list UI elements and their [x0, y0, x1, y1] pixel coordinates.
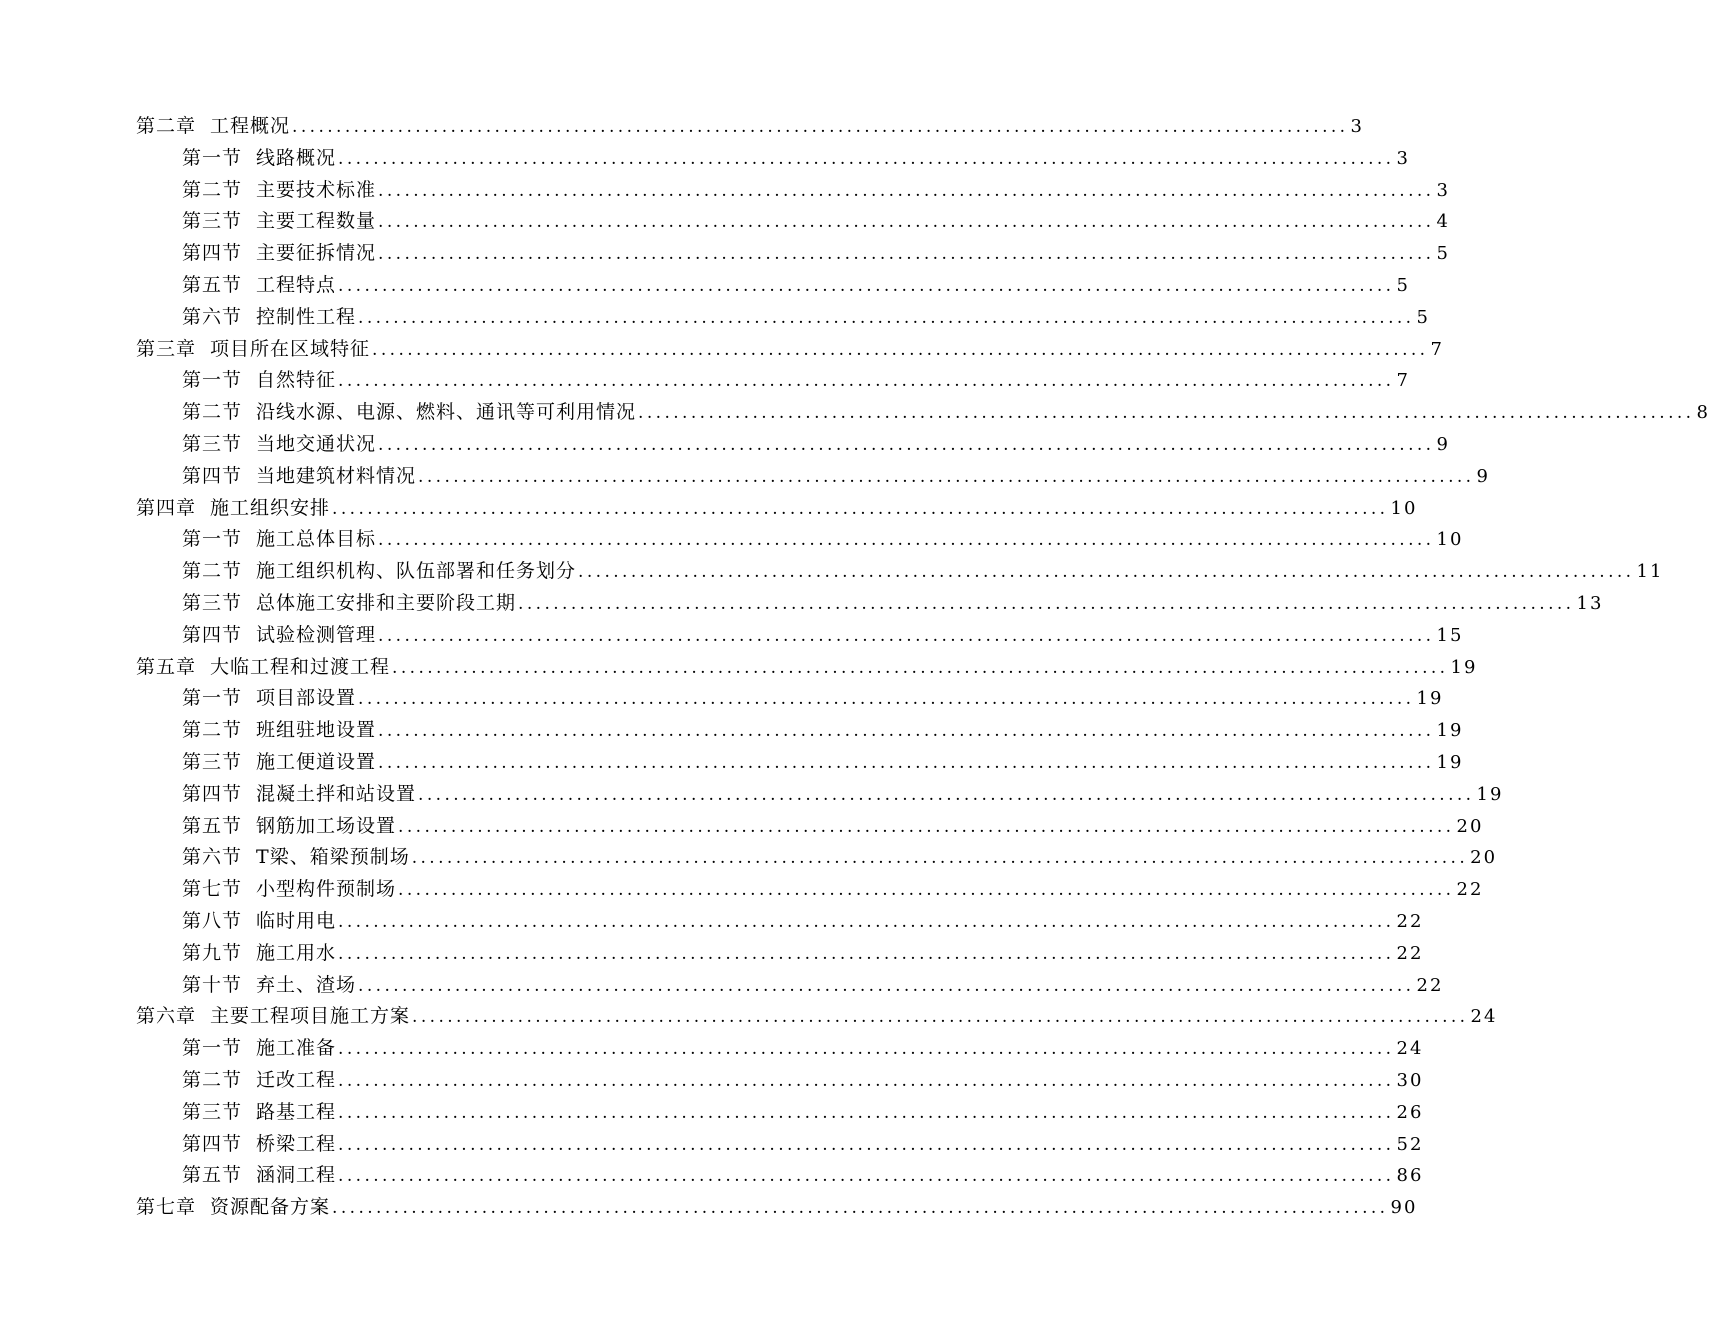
toc-entry-label — [182, 1097, 336, 1129]
toc-page-number: 3 — [1396, 147, 1410, 169]
toc-entry-title: 线路概况 — [256, 146, 337, 169]
toc-page-number: 5 — [1396, 274, 1410, 296]
toc-section-entry[interactable] — [0, 206, 1450, 238]
toc-section-entry[interactable] — [0, 715, 1464, 747]
toc-entry-label — [182, 715, 376, 747]
toc-section-entry[interactable] — [0, 938, 1424, 970]
toc-page-number: 20 — [1456, 815, 1484, 837]
toc-section-entry[interactable] — [0, 588, 1604, 620]
toc-entry-label — [182, 238, 376, 270]
toc-entry-label — [182, 683, 356, 715]
toc-entry-label — [182, 143, 336, 175]
toc-page-number: 52 — [1396, 1133, 1424, 1155]
toc-entry-title: 总体施工安排和主要阶段工期 — [256, 591, 517, 614]
toc-section-entry[interactable] — [0, 811, 1484, 843]
toc-leader-dots: ........................................................................................................................ — [338, 275, 1395, 296]
toc-section-entry[interactable] — [0, 747, 1464, 779]
toc-entry-number: 第七节 — [182, 878, 243, 901]
toc-entry-title: 主要工程数量 — [256, 210, 377, 233]
toc-entry-number: 第五节 — [182, 814, 243, 837]
toc-leader-dots: ........................................................................................................................ — [398, 880, 1455, 901]
toc-entry-number: 第四节 — [182, 623, 243, 646]
toc-section-entry[interactable] — [0, 1065, 1424, 1097]
toc-entry-title: 自然特征 — [256, 369, 337, 392]
toc-section-entry[interactable] — [0, 270, 1410, 302]
toc-leader-dots: ........................................................................................................................ — [578, 562, 1635, 583]
toc-entry-label — [182, 970, 356, 1002]
toc-section-entry[interactable] — [0, 302, 1430, 334]
toc-entry-title: 涵洞工程 — [256, 1164, 337, 1187]
toc-entry-label — [182, 365, 336, 397]
toc-page-number: 5 — [1436, 243, 1450, 265]
toc-leader-dots: ........................................................................................................................ — [338, 1070, 1395, 1091]
toc-page-number: 19 — [1476, 783, 1504, 805]
toc-entry-label — [182, 429, 376, 461]
toc-page-number: 22 — [1456, 879, 1484, 901]
toc-entry-label — [136, 111, 290, 143]
toc-page-number: 22 — [1396, 910, 1424, 932]
toc-leader-dots: ........................................................................................................................ — [638, 403, 1695, 424]
toc-entry-title: 施工便道设置 — [256, 750, 377, 773]
toc-entry-label — [182, 938, 336, 970]
toc-page-number: 15 — [1436, 624, 1464, 646]
toc-leader-dots: ........................................................................................................................ — [338, 371, 1395, 392]
toc-page-number: 19 — [1436, 751, 1464, 773]
toc-entry-number: 第三节 — [182, 1100, 243, 1123]
toc-leader-dots: ........................................................................................................................ — [378, 434, 1435, 455]
toc-entry-title: 主要征拆情况 — [256, 242, 377, 265]
toc-leader-dots: ........................................................................................................................ — [398, 816, 1455, 837]
toc-page-number: 22 — [1416, 974, 1444, 996]
toc-chapter-entry[interactable] — [0, 652, 1478, 684]
toc-page-number: 9 — [1476, 465, 1490, 487]
toc-entry-title: 资源配备方案 — [210, 1196, 331, 1219]
toc-leader-dots: ........................................................................................................................ — [378, 625, 1435, 646]
toc-entry-title: 混凝土拌和站设置 — [256, 782, 417, 805]
toc-entry-label — [182, 206, 376, 238]
toc-leader-dots: ........................................................................................................................ — [418, 784, 1475, 805]
toc-entry-title: 当地交通状况 — [256, 432, 377, 455]
toc-entry-label — [182, 588, 516, 620]
toc-chapter-entry[interactable] — [0, 1192, 1418, 1224]
toc-page-number: 10 — [1436, 529, 1464, 551]
toc-page-number: 9 — [1436, 433, 1450, 455]
toc-entry-title: 迁改工程 — [256, 1068, 337, 1091]
toc-entry-label — [136, 334, 370, 366]
toc-section-entry[interactable] — [0, 397, 1710, 429]
toc-entry-title: 沿线水源、电源、燃料、通讯等可利用情况 — [256, 401, 637, 424]
toc-chapter-entry[interactable] — [0, 1001, 1498, 1033]
toc-entry-title: 施工组织机构、队伍部署和任务划分 — [256, 560, 577, 583]
toc-entry-number: 第四节 — [182, 1132, 243, 1155]
toc-entry-label — [182, 175, 376, 207]
toc-entry-title: 弃土、渣场 — [256, 973, 357, 996]
toc-entry-number: 第一节 — [182, 369, 243, 392]
toc-leader-dots: ........................................................................................................................ — [338, 1039, 1395, 1060]
toc-entry-number: 第三节 — [182, 210, 243, 233]
toc-page-number: 4 — [1436, 211, 1450, 233]
toc-entry-label — [182, 874, 396, 906]
toc-entry-number: 第二节 — [182, 719, 243, 742]
toc-entry-number: 第三章 — [136, 337, 197, 360]
toc-entry-title: 主要工程项目施工方案 — [210, 1005, 411, 1028]
toc-leader-dots: ........................................................................................................................ — [378, 721, 1435, 742]
toc-page-number: 22 — [1396, 942, 1424, 964]
toc-entry-title: 钢筋加工场设置 — [256, 814, 397, 837]
toc-section-entry[interactable] — [0, 461, 1490, 493]
toc-entry-label — [182, 1033, 336, 1065]
toc-page-number: 26 — [1396, 1101, 1424, 1123]
toc-leader-dots: ........................................................................................................................ — [378, 244, 1435, 265]
toc-leader-dots: ........................................................................................................................ — [378, 180, 1435, 201]
toc-page-number: 7 — [1396, 370, 1410, 392]
toc-entry-number: 第六节 — [182, 846, 243, 869]
toc-entry-title: T梁、箱梁预制场 — [256, 846, 410, 869]
toc-entry-title: 项目所在区域特征 — [210, 337, 371, 360]
toc-entry-label — [136, 1001, 410, 1033]
toc-page-number: 19 — [1450, 656, 1478, 678]
toc-entry-label — [136, 1192, 330, 1224]
toc-page-number: 3 — [1350, 116, 1364, 137]
toc-entry-label — [182, 620, 376, 652]
toc-entry-number: 第一节 — [182, 1037, 243, 1060]
toc-page-number: 30 — [1396, 1069, 1424, 1091]
toc-entry-title: 小型构件预制场 — [256, 878, 397, 901]
toc-entry-label — [182, 906, 336, 938]
toc-page-number: 86 — [1396, 1165, 1424, 1187]
toc-section-entry[interactable] — [0, 842, 1498, 874]
toc-leader-dots: ........................................................................................................................ — [338, 911, 1395, 932]
toc-entry-number: 第八节 — [182, 909, 243, 932]
toc-section-entry[interactable] — [0, 683, 1444, 715]
toc-entry-label — [182, 302, 356, 334]
toc-entry-title: 主要技术标准 — [256, 178, 377, 201]
toc-entry-number: 第十节 — [182, 973, 243, 996]
toc-page-number: 24 — [1396, 1038, 1424, 1060]
toc-section-entry[interactable] — [0, 1033, 1424, 1065]
toc-leader-dots: ........................................................................................................................ — [338, 1102, 1395, 1123]
toc-section-entry[interactable] — [0, 143, 1410, 175]
toc-page-number: 7 — [1430, 338, 1444, 360]
toc-entry-title: 试验检测管理 — [256, 623, 377, 646]
toc-entry-number: 第六章 — [136, 1005, 197, 1028]
toc-entry-title: 控制性工程 — [256, 305, 357, 328]
toc-entry-number: 第五章 — [136, 655, 197, 678]
toc-chapter-entry[interactable] — [0, 111, 1364, 143]
toc-leader-dots: ........................................................................................................................ — [372, 339, 1429, 360]
toc-entry-number: 第三节 — [182, 591, 243, 614]
toc-leader-dots: ........................................................................................................................ — [332, 1198, 1389, 1219]
toc-entry-number: 第二节 — [182, 401, 243, 424]
toc-entry-label — [182, 397, 636, 429]
toc-section-entry[interactable] — [0, 779, 1504, 811]
toc-entry-label — [182, 461, 416, 493]
toc-entry-title: 桥梁工程 — [256, 1132, 337, 1155]
toc-section-entry[interactable] — [0, 906, 1424, 938]
toc-entry-number: 第五节 — [182, 1164, 243, 1187]
toc-leader-dots: ........................................................................................................................ — [332, 498, 1389, 519]
toc-entry-number: 第九节 — [182, 941, 243, 964]
toc-entry-label — [182, 779, 416, 811]
toc-entry-label — [182, 1160, 336, 1192]
toc-section-entry[interactable] — [0, 1097, 1424, 1129]
toc-page-number: 90 — [1390, 1197, 1418, 1219]
toc-leader-dots: ........................................................................................................................ — [338, 1134, 1395, 1155]
toc-entry-number: 第一节 — [182, 528, 243, 551]
toc-section-entry[interactable] — [0, 556, 1664, 588]
table-of-contents — [0, 111, 1710, 1224]
toc-leader-dots: ........................................................................................................................ — [411, 848, 1469, 869]
toc-page-number: 10 — [1390, 497, 1418, 519]
toc-entry-label — [182, 1065, 336, 1097]
toc-leader-dots: ........................................................................................................................ — [378, 752, 1435, 773]
toc-entry-number: 第二节 — [182, 178, 243, 201]
toc-entry-label — [182, 270, 336, 302]
toc-entry-title: 施工组织安排 — [210, 496, 331, 519]
toc-entry-title: 当地建筑材料情况 — [256, 464, 417, 487]
toc-entry-title: 施工用水 — [256, 941, 337, 964]
toc-entry-title: 工程特点 — [256, 273, 337, 296]
toc-section-entry[interactable] — [0, 874, 1484, 906]
toc-entry-label — [136, 493, 330, 525]
toc-entry-number: 第四节 — [182, 782, 243, 805]
toc-page-number: 24 — [1470, 1006, 1498, 1028]
toc-leader-dots: ........................................................................................................................ — [358, 689, 1415, 710]
toc-page-number: 5 — [1416, 306, 1430, 328]
toc-section-entry[interactable] — [0, 238, 1450, 270]
toc-page-number: 19 — [1416, 688, 1444, 710]
toc-leader-dots: ........................................................................................................................ — [358, 307, 1415, 328]
toc-entry-title: 工程概况 — [210, 115, 291, 137]
toc-entry-number: 第五节 — [182, 273, 243, 296]
toc-leader-dots: ........................................................................................................................ — [292, 117, 1349, 137]
toc-entry-number: 第七章 — [136, 1196, 197, 1219]
toc-section-entry[interactable] — [0, 175, 1450, 207]
toc-entry-title: 路基工程 — [256, 1100, 337, 1123]
toc-entry-label — [182, 811, 396, 843]
toc-entry-title: 临时用电 — [256, 909, 337, 932]
toc-entry-number: 第三节 — [182, 432, 243, 455]
toc-entry-number: 第四节 — [182, 464, 243, 487]
toc-page-number: 11 — [1636, 561, 1664, 583]
toc-entry-label — [182, 556, 576, 588]
toc-leader-dots: ........................................................................................................................ — [378, 212, 1435, 233]
toc-entry-label — [182, 1129, 336, 1161]
toc-page-number: 3 — [1436, 179, 1450, 201]
toc-leader-dots: ........................................................................................................................ — [358, 975, 1415, 996]
toc-section-entry[interactable] — [0, 524, 1464, 556]
toc-section-entry[interactable] — [0, 620, 1464, 652]
toc-page-number: 20 — [1470, 847, 1498, 869]
toc-entry-number: 第四章 — [136, 496, 197, 519]
toc-entry-number: 第二节 — [182, 560, 243, 583]
toc-entry-title: 班组驻地设置 — [256, 719, 377, 742]
toc-entry-title: 施工准备 — [256, 1037, 337, 1060]
toc-chapter-entry[interactable] — [0, 493, 1418, 525]
toc-leader-dots: ........................................................................................................................ — [412, 1007, 1469, 1028]
toc-page-number: 19 — [1436, 720, 1464, 742]
toc-section-entry[interactable] — [0, 1129, 1424, 1161]
toc-entry-number: 第四节 — [182, 242, 243, 265]
toc-entry-title: 项目部设置 — [256, 687, 357, 710]
toc-leader-dots: ........................................................................................................................ — [418, 466, 1475, 487]
toc-entry-label — [182, 524, 376, 556]
toc-entry-number: 第三节 — [182, 750, 243, 773]
toc-chapter-entry[interactable] — [0, 334, 1444, 366]
toc-entry-number: 第二节 — [182, 1068, 243, 1091]
toc-entry-label — [136, 652, 390, 684]
toc-entry-label — [182, 747, 376, 779]
toc-section-entry[interactable] — [0, 429, 1450, 461]
toc-leader-dots: ........................................................................................................................ — [338, 943, 1395, 964]
toc-entry-number: 第二章 — [136, 115, 197, 137]
toc-leader-dots: ........................................................................................................................ — [518, 593, 1575, 614]
toc-page-number: 13 — [1576, 592, 1604, 614]
toc-section-entry[interactable] — [0, 970, 1444, 1002]
toc-section-entry[interactable] — [0, 1160, 1424, 1192]
toc-entry-title: 大临工程和过渡工程 — [210, 655, 391, 678]
toc-entry-title: 施工总体目标 — [256, 528, 377, 551]
toc-leader-dots: ........................................................................................................................ — [378, 530, 1435, 551]
toc-entry-number: 第六节 — [182, 305, 243, 328]
toc-section-entry[interactable] — [0, 365, 1410, 397]
toc-leader-dots: ........................................................................................................................ — [392, 657, 1449, 678]
toc-entry-number: 第一节 — [182, 687, 243, 710]
toc-leader-dots: ........................................................................................................................ — [338, 148, 1395, 169]
toc-entry-number: 第一节 — [182, 146, 243, 169]
toc-leader-dots: ........................................................................................................................ — [338, 1166, 1395, 1187]
toc-entry-label — [182, 842, 410, 874]
toc-page-number: 8 — [1696, 402, 1710, 424]
